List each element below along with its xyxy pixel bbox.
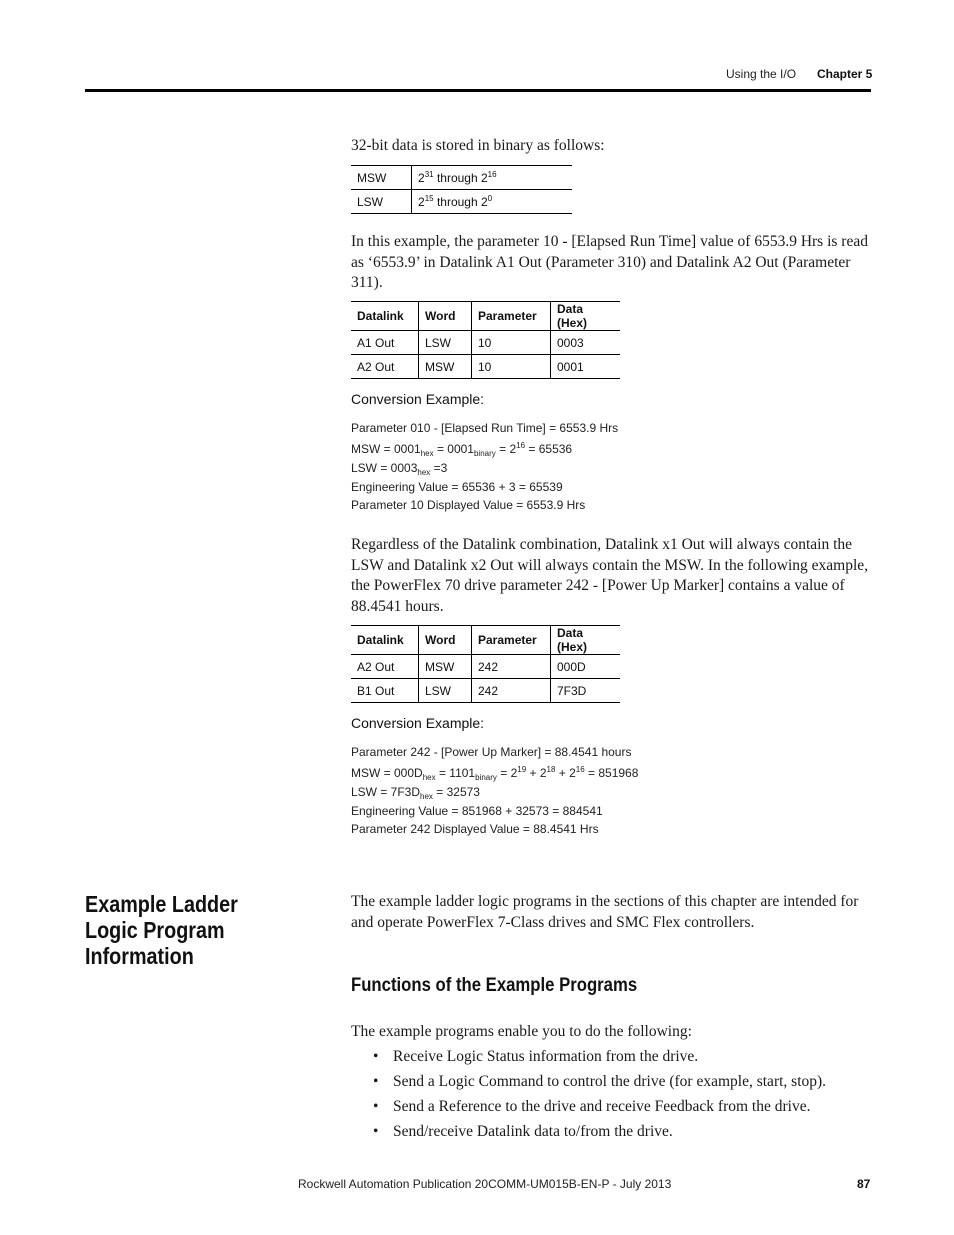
binary-intro-text: 32-bit data is stored in binary as follows: [351, 137, 605, 154]
column-header: Parameter [472, 302, 551, 331]
conversion2-msw-line: MSW = $000D_{hex} = 1101_{binary} = 2^{19} + 2^{18} + 2^{16} = 851968$ [351, 765, 639, 782]
header-rule [85, 89, 871, 92]
table-cell: LSW [357, 194, 384, 209]
table-cell: MSW [419, 655, 472, 679]
conversion1-msw-line: MSW = $0001_{hex} = 0001_{binary} = 2^{16} = 65536$ [351, 441, 573, 458]
table-row [351, 655, 620, 679]
list-item: • Send a Reference to the drive and receive Feedback from the drive. [373, 1098, 811, 1115]
table-row [351, 355, 620, 379]
section-heading: Example Ladder Logic Program Information [85, 891, 238, 969]
conversion2-block [351, 743, 638, 838]
table-cell: 7F3D [551, 679, 621, 703]
bullet-icon: • [373, 1073, 379, 1090]
conversion2-line: Engineering Value = 851968 + 32573 = 884541 [351, 804, 603, 818]
datalink-table-1 [351, 301, 620, 379]
bullet-icon: • [373, 1098, 379, 1115]
table-cell: B1 Out [357, 683, 395, 698]
table-row [351, 190, 572, 214]
table-cell: A2 Out [357, 359, 395, 374]
table-cell: MSW [419, 355, 472, 379]
functions-intro-text: The example programs enable you to do the following: [351, 1023, 692, 1040]
table-cell: 242 [472, 679, 551, 703]
conversion1-lsw-line: LSW = $0003_{hex} =3$ [351, 461, 448, 477]
table-row [351, 679, 620, 703]
column-header: Parameter [472, 626, 551, 655]
table-header-row [351, 626, 620, 655]
bullet-icon: • [373, 1048, 379, 1065]
table-cell: 000D [551, 655, 621, 679]
example2-paragraph: Regardless of the Datalink combination, Datalink x1 Out will always contain the LSW and Datalink x2 Out will always contain the MSW. In the following example, the PowerFlex 70 drive parameter 242 - [Power Up Marker] contains a value of 88.4541 hours. [351, 536, 869, 615]
conversion1-line: Engineering Value = 65536 + 3 = 65539 [351, 480, 563, 494]
table-cell: LSW [419, 331, 472, 355]
page-header [0, 0, 954, 95]
column-header: Datalink [357, 633, 404, 647]
table-cell: LSW [419, 679, 472, 703]
conversion2-title: Conversion Example: [351, 715, 485, 731]
list-item: • Receive Logic Status information from the drive. [373, 1048, 699, 1065]
table-row [351, 331, 620, 355]
binary-storage-table [351, 165, 572, 214]
table-cell: 0003 [551, 331, 621, 355]
column-header: Data (Hex) [551, 626, 621, 655]
conversion1-line: Parameter 010 - [Elapsed Run Time] = 6553.9 Hrs [351, 421, 619, 435]
datalink-table-2 [351, 625, 620, 703]
list-item: • Send a Logic Command to control the drive (for example, start, stop). [373, 1073, 827, 1090]
bullet-icon: • [373, 1123, 379, 1140]
table-cell: A2 Out [357, 659, 395, 674]
conversion1-line: Parameter 10 Displayed Value = 6553.9 Hrs [351, 498, 586, 512]
table-row [351, 166, 572, 190]
list-item: • Send/receive Datalink data to/from the drive. [373, 1123, 673, 1140]
table-cell: A1 Out [357, 335, 395, 350]
table-cell: 0001 [551, 355, 621, 379]
table-cell: MSW [357, 170, 387, 185]
functions-subheading: Functions of the Example Programs [351, 975, 638, 996]
conversion2-lsw-line: LSW = $7F3D_{hex} = 32573$ [351, 785, 480, 801]
table-cell: 10 [472, 355, 551, 379]
column-header: Word [419, 302, 472, 331]
functions-bullet-list [351, 1047, 871, 1147]
column-header: Datalink [357, 309, 404, 323]
table-cell: 242 [472, 655, 551, 679]
section-intro-paragraph: The example ladder logic programs in the sections of this chapter are intended for and operate PowerFlex 7-Class drives and SMC Flex controllers. [351, 893, 859, 931]
conversion2-line: Parameter 242 Displayed Value = 88.4541 Hrs [351, 822, 599, 836]
table-cell: $2^{31}$ through $2^{16}$ [412, 166, 573, 190]
table-cell: $2^{15}$ through $2^0$ [412, 190, 573, 214]
conversion1-block [351, 419, 618, 514]
conversion2-line: Parameter 242 - [Power Up Marker] = 88.4541 hours [351, 745, 632, 759]
header-chapter-label: Chapter 5 [817, 67, 873, 81]
header-section-title: Using the I/O [726, 67, 797, 81]
publication-info: Rockwell Automation Publication 20COMM-UM015B-EN-P - July 2013 [298, 1177, 672, 1191]
table-header-row [351, 302, 620, 331]
table-cell: 10 [472, 331, 551, 355]
column-header: Data (Hex) [551, 302, 621, 331]
conversion1-title: Conversion Example: [351, 391, 485, 407]
column-header: Word [419, 626, 472, 655]
example1-paragraph: In this example, the parameter 10 - [Elapsed Run Time] value of 6553.9 Hrs is read as ‘6553.9’ in Datalink A1 Out (Parameter 310) and Datalink A2 Out (Parameter 311). [351, 233, 868, 291]
page-number: 87 [857, 1177, 871, 1191]
